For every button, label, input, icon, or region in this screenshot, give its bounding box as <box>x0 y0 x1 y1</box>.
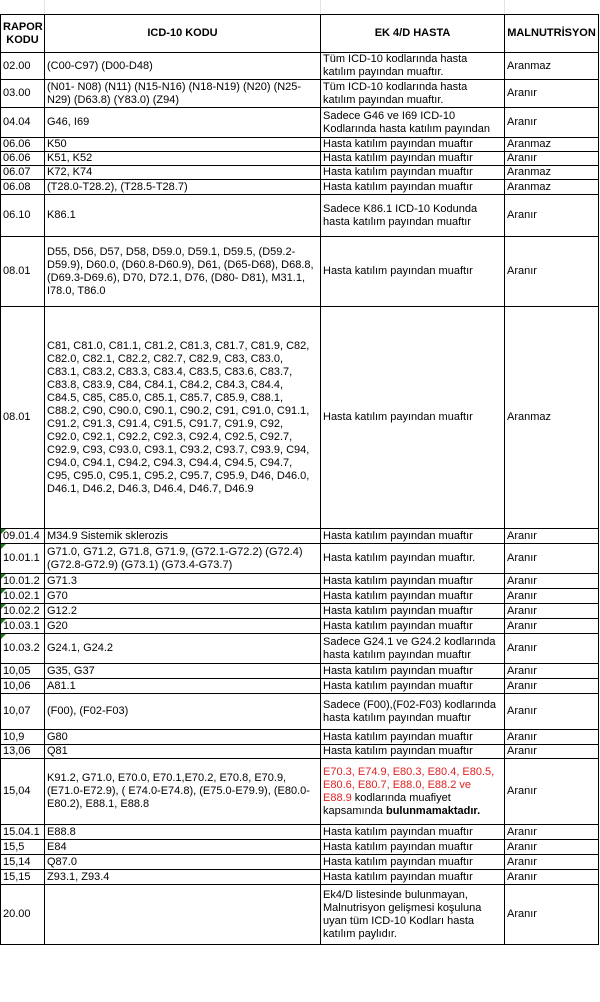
header-ek4d-hasta: EK 4/D HASTA <box>321 15 505 53</box>
cell-malnutrisyon[interactable]: Aranır <box>505 544 599 574</box>
excluded-codes-text: E70.3, E74.9, E80.3, E80.4, E80.5, E80.6, E80.7, E88.0, E88.2 ve E88.9 <box>323 765 495 804</box>
table-row <box>1 870 599 885</box>
cell-malnutrisyon[interactable]: Aranmaz <box>505 307 599 529</box>
cell-malnutrisyon[interactable]: Aranmaz <box>505 166 599 180</box>
cell-icd10-kodu[interactable]: Z93.1, Z93.4 <box>45 870 321 885</box>
cell-icd10-kodu[interactable]: G46, I69 <box>45 108 321 138</box>
cell-ek4d-hasta[interactable]: Sadece (F00),(F02-F03) kodlarında hasta katılım payından muaftır <box>321 694 505 730</box>
cell-malnutrisyon[interactable]: Aranır <box>505 885 599 945</box>
cell-rapor-kodu[interactable]: 10,06 <box>1 679 45 694</box>
ek4d-end-text: . <box>477 804 481 817</box>
header-row <box>1 15 599 53</box>
header-rapor-kodu: RAPOR KODU <box>1 15 45 53</box>
cell-icd10-kodu[interactable]: (N01- N08) (N11) (N15-N16) (N18-N19) (N20) (N25-N29) (D63.8) (Y83.0) (Z94) <box>45 80 321 108</box>
cell-ek4d-hasta[interactable]: Hasta katılım payından muaftır <box>321 180 505 195</box>
table-row <box>1 730 599 745</box>
cell-ek4d-hasta[interactable]: Tüm ICD-10 kodlarında hasta katılım payından muaftır. <box>321 80 505 108</box>
error-indicator-icon <box>1 589 6 594</box>
cell-malnutrisyon[interactable]: Aranır <box>505 237 599 307</box>
cell-icd10-kodu[interactable]: D55, D56, D57, D58, D59.0, D59.1, D59.5, (D59.2-D59.9), D60.0, (D60.8-D60.9), D61, (D65-D68), D68.8, (D69.3-D69.6), D70, D72.1, D76, (D80- D81), M31.1, I78.0, T86.0 <box>45 237 321 307</box>
table-row <box>1 589 599 604</box>
cell-malnutrisyon[interactable]: Aranır <box>505 694 599 730</box>
cell-ek4d-hasta[interactable]: Hasta katılım payından muaftır <box>321 679 505 694</box>
cell-ek4d-hasta[interactable]: Tüm ICD-10 kodlarında hasta katılım payından muaftır. <box>321 53 505 80</box>
header-icd10-kodu: ICD-10 KODU <box>45 15 321 53</box>
table-row <box>1 237 599 307</box>
cell-icd10-kodu[interactable]: A81.1 <box>45 679 321 694</box>
cell-ek4d-hasta[interactable]: Hasta katılım payından muaftır <box>321 166 505 180</box>
cell-icd10-kodu[interactable]: K51, K52 <box>45 152 321 166</box>
cell-icd10-kodu[interactable]: (F00), (F02-F03) <box>45 694 321 730</box>
cell-rapor-kodu[interactable]: 06.08 <box>1 180 45 195</box>
cell-ek4d-hasta[interactable]: Hasta katılım payından muaftır <box>321 307 505 529</box>
cell-rapor-kodu[interactable]: 10.03.2 <box>1 634 45 664</box>
table-row <box>1 166 599 180</box>
cell-malnutrisyon[interactable]: Aranır <box>505 604 599 619</box>
cell-icd10-kodu[interactable]: K72, K74 <box>45 166 321 180</box>
cell-malnutrisyon[interactable]: Aranır <box>505 108 599 138</box>
cell-rapor-kodu[interactable]: 15,5 <box>1 840 45 855</box>
cell-icd10-kodu[interactable] <box>45 885 321 945</box>
cell-rapor-kodu[interactable]: 08.01 <box>1 307 45 529</box>
cell-ek4d-hasta[interactable]: Hasta katılım payından muaftır <box>321 745 505 759</box>
table-row <box>1 152 599 166</box>
cell-rapor-kodu[interactable]: 02.00 <box>1 53 45 80</box>
cell-ek4d-hasta[interactable]: Hasta katılım payından muaftır <box>321 870 505 885</box>
cell-rapor-kodu[interactable]: 06.07 <box>1 166 45 180</box>
cell-malnutrisyon[interactable]: Aranır <box>505 759 599 825</box>
cell-rapor-kodu[interactable]: 15,04 <box>1 759 45 825</box>
cell-malnutrisyon[interactable]: Aranır <box>505 589 599 604</box>
cell-ek4d-hasta[interactable]: Hasta katılım payından muaftır <box>321 574 505 589</box>
cell-malnutrisyon[interactable]: Aranır <box>505 152 599 166</box>
cell-malnutrisyon[interactable]: Aranır <box>505 529 599 544</box>
cell-malnutrisyon[interactable]: Aranır <box>505 745 599 759</box>
table-row <box>1 180 599 195</box>
cell-malnutrisyon[interactable]: Aranır <box>505 840 599 855</box>
cell-ek4d-hasta[interactable]: Hasta katılım payından muaftır <box>321 138 505 152</box>
header-malnutrisyon: MALNUTRİSYON <box>505 15 599 53</box>
cell-ek4d-hasta[interactable]: Hasta katılım payından muaftır <box>321 619 505 634</box>
cell-ek4d-hasta[interactable]: Hasta katılım payından muaftır <box>321 730 505 745</box>
cell-icd10-kodu[interactable]: G71.0, G71.2, G71.8, G71.9, (G72.1-G72.2) (G72.4) (G72.8-G72.9) (G73.1) (G73.4-G73.7) <box>45 544 321 574</box>
table-row <box>1 855 599 870</box>
cell-rapor-kodu[interactable]: 09.01.4 <box>1 529 45 544</box>
cell-malnutrisyon[interactable]: Aranır <box>505 855 599 870</box>
cell-ek4d-hasta[interactable]: Hasta katılım payından muaftır <box>321 604 505 619</box>
table-row <box>1 195 599 237</box>
table-row <box>1 664 599 679</box>
table-row <box>1 759 599 825</box>
cell-icd10-kodu[interactable]: (T28.0-T28.2), (T28.5-T28.7) <box>45 180 321 195</box>
cell-rapor-kodu[interactable]: 10,05 <box>1 664 45 679</box>
cell-ek4d-hasta[interactable]: Hasta katılım payından muaftır <box>321 840 505 855</box>
cell-rapor-kodu[interactable]: 13,06 <box>1 745 45 759</box>
cell-rapor-kodu[interactable]: 15.04.1 <box>1 825 45 840</box>
cell-malnutrisyon[interactable]: Aranır <box>505 825 599 840</box>
cell-malnutrisyon[interactable]: Aranmaz <box>505 138 599 152</box>
cell-ek4d-hasta[interactable]: Sadece K86.1 ICD-10 Kodunda hasta katılım payından muaftır <box>321 195 505 237</box>
cell-rapor-kodu[interactable]: 15,15 <box>1 870 45 885</box>
cell-ek4d-hasta[interactable]: Hasta katılım payından muaftır <box>321 825 505 840</box>
table-row <box>1 825 599 840</box>
cell-icd10-kodu[interactable]: G35, G37 <box>45 664 321 679</box>
table-row <box>1 529 599 544</box>
cell-malnutrisyon[interactable]: Aranmaz <box>505 180 599 195</box>
error-indicator-icon <box>1 574 6 579</box>
table-row <box>1 694 599 730</box>
table-row <box>1 679 599 694</box>
cell-malnutrisyon[interactable]: Aranır <box>505 634 599 664</box>
cell-ek4d-hasta[interactable]: Hasta katılım payından muaftır <box>321 855 505 870</box>
cell-icd10-kodu[interactable]: G71.3 <box>45 574 321 589</box>
cell-rapor-kodu[interactable]: 10.01.2 <box>1 574 45 589</box>
cell-malnutrisyon[interactable]: Aranır <box>505 574 599 589</box>
cell-ek4d-hasta[interactable]: Hasta katılım payından muaftır. <box>321 544 505 574</box>
table-row <box>1 745 599 759</box>
cell-malnutrisyon[interactable]: Aranır <box>505 619 599 634</box>
cell-icd10-kodu[interactable]: K50 <box>45 138 321 152</box>
cell-ek4d-hasta[interactable]: Hasta katılım payından muaftır <box>321 589 505 604</box>
cell-rapor-kodu[interactable]: 10.02.2 <box>1 604 45 619</box>
cell-icd10-kodu[interactable]: K91.2, G71.0, E70.0, E70.1,E70.2, E70.8, E70.9, (E71.0-E72.9), ( E74.0-E74.8), (E75.0-E79.9), (E80.0-E80.2), E88.1, E88.8 <box>45 759 321 825</box>
cell-rapor-kodu[interactable]: 10.01.1 <box>1 544 45 574</box>
cell-rapor-kodu[interactable]: 10,9 <box>1 730 45 745</box>
error-indicator-icon <box>1 544 6 549</box>
cell-ek4d-hasta[interactable]: Ek4/D listesinde bulunmayan, Malnutrisyon gelişmesi koşuluna uyan tüm ICD-10 Kodları hasta katılım paylıdır. <box>321 885 505 945</box>
cell-malnutrisyon[interactable]: Aranır <box>505 870 599 885</box>
error-indicator-icon <box>1 634 6 639</box>
table-row <box>1 634 599 664</box>
error-indicator-icon <box>1 619 6 624</box>
table-row <box>1 619 599 634</box>
cell-rapor-kodu[interactable]: 08.01 <box>1 237 45 307</box>
table-row <box>1 840 599 855</box>
cell-rapor-kodu[interactable]: 03.00 <box>1 80 45 108</box>
cell-ek4d-hasta[interactable]: Hasta katılım payından muaftır <box>321 664 505 679</box>
cell-rapor-kodu[interactable]: 10.03.1 <box>1 619 45 634</box>
cell-malnutrisyon[interactable]: Aranır <box>505 679 599 694</box>
table-row <box>1 108 599 138</box>
ek4d-bold-text: bulunmamaktadır <box>385 804 478 817</box>
table-row <box>1 80 599 108</box>
cell-ek4d-hasta[interactable]: Sadece G46 ve I69 ICD-10 Kodlarında hasta katılım payından <box>321 108 505 138</box>
spreadsheet-grid-top <box>0 0 600 14</box>
cell-icd10-kodu[interactable]: (C00-C97) (D00-D48) <box>45 53 321 80</box>
cell-ek4d-hasta[interactable]: Hasta katılım payından muaftır <box>321 529 505 544</box>
cell-rapor-kodu[interactable]: 20.00 <box>1 885 45 945</box>
cell-malnutrisyon[interactable]: Aranır <box>505 730 599 745</box>
cell-icd10-kodu[interactable]: G70 <box>45 589 321 604</box>
cell-icd10-kodu[interactable]: G24.1, G24.2 <box>45 634 321 664</box>
table-row <box>1 604 599 619</box>
cell-malnutrisyon[interactable]: Aranır <box>505 80 599 108</box>
table-row <box>1 138 599 152</box>
cell-rapor-kodu[interactable]: 04.04 <box>1 108 45 138</box>
cell-ek4d-hasta[interactable] <box>321 759 505 825</box>
cell-malnutrisyon[interactable]: Aranmaz <box>505 53 599 80</box>
cell-malnutrisyon[interactable]: Aranır <box>505 195 599 237</box>
cell-rapor-kodu[interactable]: 10,07 <box>1 694 45 730</box>
table-row <box>1 544 599 574</box>
cell-ek4d-hasta[interactable]: Sadece G24.1 ve G24.2 kodlarında hasta katılım payından muaftır <box>321 634 505 664</box>
cell-icd10-kodu[interactable]: M34.9 Sistemik sklerozis <box>45 529 321 544</box>
error-indicator-icon <box>1 604 6 609</box>
error-indicator-icon <box>1 529 6 534</box>
cell-malnutrisyon[interactable]: Aranır <box>505 664 599 679</box>
cell-ek4d-hasta[interactable]: Hasta katılım payından muaftır <box>321 152 505 166</box>
cell-rapor-kodu[interactable]: 06.06 <box>1 152 45 166</box>
table-row <box>1 574 599 589</box>
icd-table <box>0 14 599 945</box>
cell-icd10-kodu[interactable]: G12.2 <box>45 604 321 619</box>
cell-icd10-kodu[interactable]: G80 <box>45 730 321 745</box>
cell-rapor-kodu[interactable]: 06.10 <box>1 195 45 237</box>
cell-icd10-kodu[interactable]: Q87.0 <box>45 855 321 870</box>
cell-rapor-kodu[interactable]: 15,14 <box>1 855 45 870</box>
table-row <box>1 885 599 945</box>
cell-icd10-kodu[interactable]: C81, C81.0, C81.1, C81.2, C81.3, C81.7, C81.9, C82, C82.0, C82.1, C82.2, C82.7, C82.9, C83, C83.0, C83.1, C83.2, C83.3, C83.4, C83.5, C83.6, C83.7, C83.8, C83.9, C84, C84.1, C84.2, C84.3, C84.4, C84.5, C85, C85.0, C85.1, C85.7, C85.9, C88.1, C88.2, C90, C90.0, C90.1, C90.2, C91, C91.0, C91.1, C91.2, C91.3, C91.4, C91.5, C91.7, C91.9, C92, C92.0, C92.1, C92.2, C92.3, C92.4, C92.5, C92.7, C92.9, C93, C93.0, C93.1, C93.2, C93.7, C93.9, C94, C94.0, C94.1, C94.2, C94.3, C94.4, C94.5, C94.7, C95, C95.0, C95.1, C95.2, C95.7, C95.9, D46, D46.0, D46.1, D46.2, D46.3, D46.4, D46.7, D46.9 <box>45 307 321 529</box>
cell-icd10-kodu[interactable]: K86.1 <box>45 195 321 237</box>
cell-icd10-kodu[interactable]: G20 <box>45 619 321 634</box>
cell-rapor-kodu[interactable]: 06.06 <box>1 138 45 152</box>
table-row <box>1 307 599 529</box>
cell-icd10-kodu[interactable]: E88.8 <box>45 825 321 840</box>
cell-icd10-kodu[interactable]: E84 <box>45 840 321 855</box>
cell-rapor-kodu[interactable]: 10.02.1 <box>1 589 45 604</box>
cell-icd10-kodu[interactable]: Q81 <box>45 745 321 759</box>
cell-ek4d-hasta[interactable]: Hasta katılım payından muaftır <box>321 237 505 307</box>
table-row <box>1 53 599 80</box>
ek4d-text: kodlarında muafiyet kapsamında <box>323 791 451 817</box>
